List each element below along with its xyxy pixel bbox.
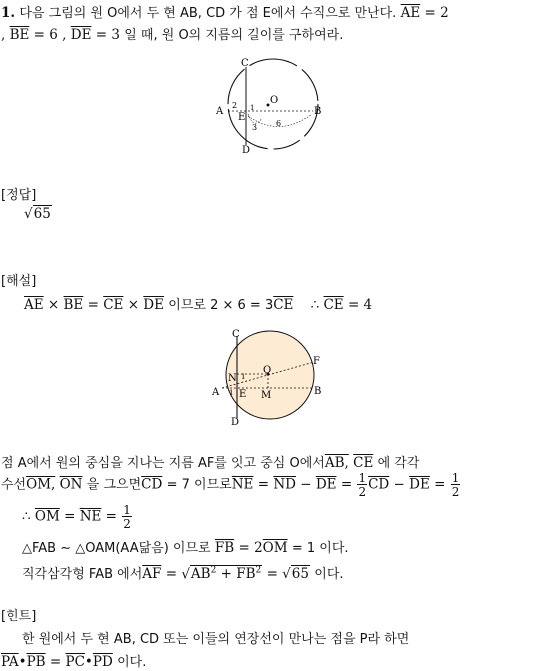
answer-value xyxy=(24,206,52,222)
solution-paragraph-4 xyxy=(22,537,349,556)
figure-diameter-construction xyxy=(210,326,325,426)
p5-text-1: 직각삼각형 FAB 에서 xyxy=(22,567,143,582)
fraction-half xyxy=(357,472,367,498)
label-n: N xyxy=(228,373,237,384)
equals-sign: = xyxy=(64,508,76,525)
label-e: E xyxy=(238,112,246,123)
segment-ce: $\overline{CE}$ xyxy=(353,455,374,471)
fraction-denominator: 2 xyxy=(358,485,367,499)
equals-sign: = xyxy=(165,566,178,582)
value-3: = 3 xyxy=(95,27,120,43)
plus-sign: + xyxy=(220,566,232,582)
segment-de: $\overline{DE}$ xyxy=(143,297,164,313)
seg-label-3: 3 xyxy=(252,123,258,132)
hint-end: 이다. xyxy=(117,655,147,670)
label-f: F xyxy=(313,356,320,367)
problem-line2 xyxy=(1,24,343,43)
label-a: A xyxy=(216,106,224,117)
exponent: 2 xyxy=(210,565,217,576)
problem-text-2: 일 때, 원 O의 지름의 길이를 구하여라. xyxy=(124,28,344,43)
segment-ne: $\overline{NE}$ xyxy=(79,508,102,525)
label-d: D xyxy=(231,417,240,426)
answer-radicand: 65 xyxy=(33,206,51,222)
value-2: = 2 xyxy=(424,5,449,21)
label-b: B xyxy=(314,386,322,397)
p2-text-2: 을 그으면 xyxy=(86,477,142,493)
label-d: D xyxy=(242,145,251,156)
segment-ab: AB, xyxy=(324,455,349,471)
fraction-numerator: 1 xyxy=(451,471,460,485)
p4-text-2: = 1 이다. xyxy=(291,541,349,556)
segment-cd: $\overline{CD}$ xyxy=(141,476,163,493)
hint-line-1: 한 원에서 두 현 AB, CD 또는 이들의 연장선이 만나는 점을 P라 하면 xyxy=(22,632,410,647)
p2-text-3: = 7 이므로 xyxy=(166,477,232,493)
label-c: C xyxy=(232,329,240,340)
segment-fb: $\overline{FB}$ xyxy=(236,566,256,582)
problem-number: 1. xyxy=(1,5,16,21)
segment-pd: $\overline{PD}$ xyxy=(92,654,113,670)
fraction-denominator: 2 xyxy=(123,517,131,531)
p1-text-1: 점 A에서 원의 중심을 지나는 지름 AF를 잇고 중심 O에서 xyxy=(1,456,325,471)
equals-sign: = xyxy=(105,508,117,525)
segment-fb: $\overline{FB}$ xyxy=(214,540,235,556)
seg-label-1: 1 xyxy=(250,104,255,112)
segment-de: $\overline{DE}$ xyxy=(315,476,337,493)
fraction-numerator: 1 xyxy=(358,471,367,485)
segment-ce: $\overline{CE}$ xyxy=(103,297,124,313)
comma: , xyxy=(1,27,6,43)
p5-text-2: 이다. xyxy=(314,567,344,582)
bullet-icon: • xyxy=(84,654,93,670)
segment-af: $\overline{AF}$ xyxy=(142,566,162,582)
hint-title: [힌트] xyxy=(1,609,37,624)
segment-ab: AB xyxy=(190,566,211,582)
sqrt-icon: √65 xyxy=(24,206,51,222)
fraction-half xyxy=(122,504,132,530)
value-4: = 4 xyxy=(347,297,373,313)
equals-sign: = xyxy=(49,654,62,670)
therefore-sign: ∴ xyxy=(310,297,320,313)
figure-circle-chords xyxy=(210,58,325,156)
solution-paragraph-1 xyxy=(1,452,419,471)
segment-on: $\overline{ON}$ xyxy=(59,476,83,493)
label-o: O xyxy=(270,95,279,106)
segment-be: $\overline{BE}$ xyxy=(63,297,84,313)
fraction-half xyxy=(451,472,461,498)
exponent: 2 xyxy=(255,565,262,576)
segment-ae: $\overline{AE}$ xyxy=(24,297,44,313)
segment-be: $\overline{BE}$ xyxy=(9,27,30,43)
hint-line-2 xyxy=(1,651,146,670)
answer-title: [정답] xyxy=(1,188,37,203)
p2-text-1: 수선 xyxy=(1,477,27,493)
seg-label-1b: 1 xyxy=(229,389,234,397)
label-c: C xyxy=(241,58,249,69)
segment-cd: $\overline{CD}$ xyxy=(368,476,390,493)
equals-sign: = xyxy=(434,476,446,493)
minus-sign: − xyxy=(393,476,405,493)
solution-title: [해설] xyxy=(1,274,37,289)
seg-label-6: 6 xyxy=(276,119,282,128)
times-sign: × xyxy=(47,297,60,313)
fraction-numerator: 1 xyxy=(123,503,131,517)
segment-ae: $\overline{AE}$ xyxy=(400,5,421,21)
solution-paragraph-3 xyxy=(22,504,133,530)
result-radicand: 65 xyxy=(291,566,309,582)
segment-pc: $\overline{PC}$ xyxy=(65,654,85,670)
label-a: A xyxy=(212,387,220,398)
seg-label-2: 2 xyxy=(232,101,238,110)
p1-text-2: 에 각각 xyxy=(377,456,420,471)
solution-mid-text: 이므로 2 × 6 = 3 xyxy=(168,298,274,313)
segment-om: $\overline{OM}$ xyxy=(34,508,60,525)
segment-ne: $\overline{NE}$ xyxy=(231,476,254,493)
equals-sign: = xyxy=(266,566,278,582)
label-o: O xyxy=(263,365,272,376)
segment-om: OM, xyxy=(26,476,56,493)
equals-sign: = xyxy=(340,476,353,493)
seg-label-1a: 1 xyxy=(241,373,246,381)
segment-nd: $\overline{ND}$ xyxy=(273,476,296,493)
problem-line1 xyxy=(1,2,449,21)
value-6: = 6 , xyxy=(33,27,67,43)
solution-paragraph-2 xyxy=(1,472,461,498)
therefore-sign: ∴ xyxy=(22,508,31,525)
equals-sign: = xyxy=(87,297,99,313)
label-b: B xyxy=(314,106,322,117)
p4-text-1: △FAB ∼ △OAM(AA닮음) 이므로 xyxy=(22,541,211,556)
segment-pb: $\overline{PB}$ xyxy=(26,654,46,670)
fraction-denominator: 2 xyxy=(451,485,460,499)
equals-2: = 2 xyxy=(238,540,263,556)
solution-equation xyxy=(24,294,372,313)
label-m: M xyxy=(261,390,272,401)
sqrt-icon: $√AB^2 + \overline{FB}^2$ xyxy=(181,565,262,582)
label-e: E xyxy=(239,389,247,400)
segment-pa: $\overline{PA}$ xyxy=(1,654,19,670)
solution-paragraph-5 xyxy=(22,563,344,582)
segment-ce: $\overline{CE}$ xyxy=(323,297,344,313)
problem-text-1: 다음 그림의 원 O에서 두 현 AB, CD 가 점 E에서 수직으로 만난다. xyxy=(19,6,397,21)
segment-de: $\overline{DE}$ xyxy=(409,476,430,493)
bullet-icon: • xyxy=(18,654,27,670)
segment-ce: $\overline{CE}$ xyxy=(273,297,294,313)
minus-sign: − xyxy=(300,476,312,493)
times-sign: × xyxy=(127,297,139,313)
sqrt-icon: √65 xyxy=(282,566,309,582)
equals-sign: = xyxy=(257,476,270,493)
segment-om: $\overline{OM}$ xyxy=(262,540,288,556)
segment-de: $\overline{DE}$ xyxy=(70,27,92,43)
